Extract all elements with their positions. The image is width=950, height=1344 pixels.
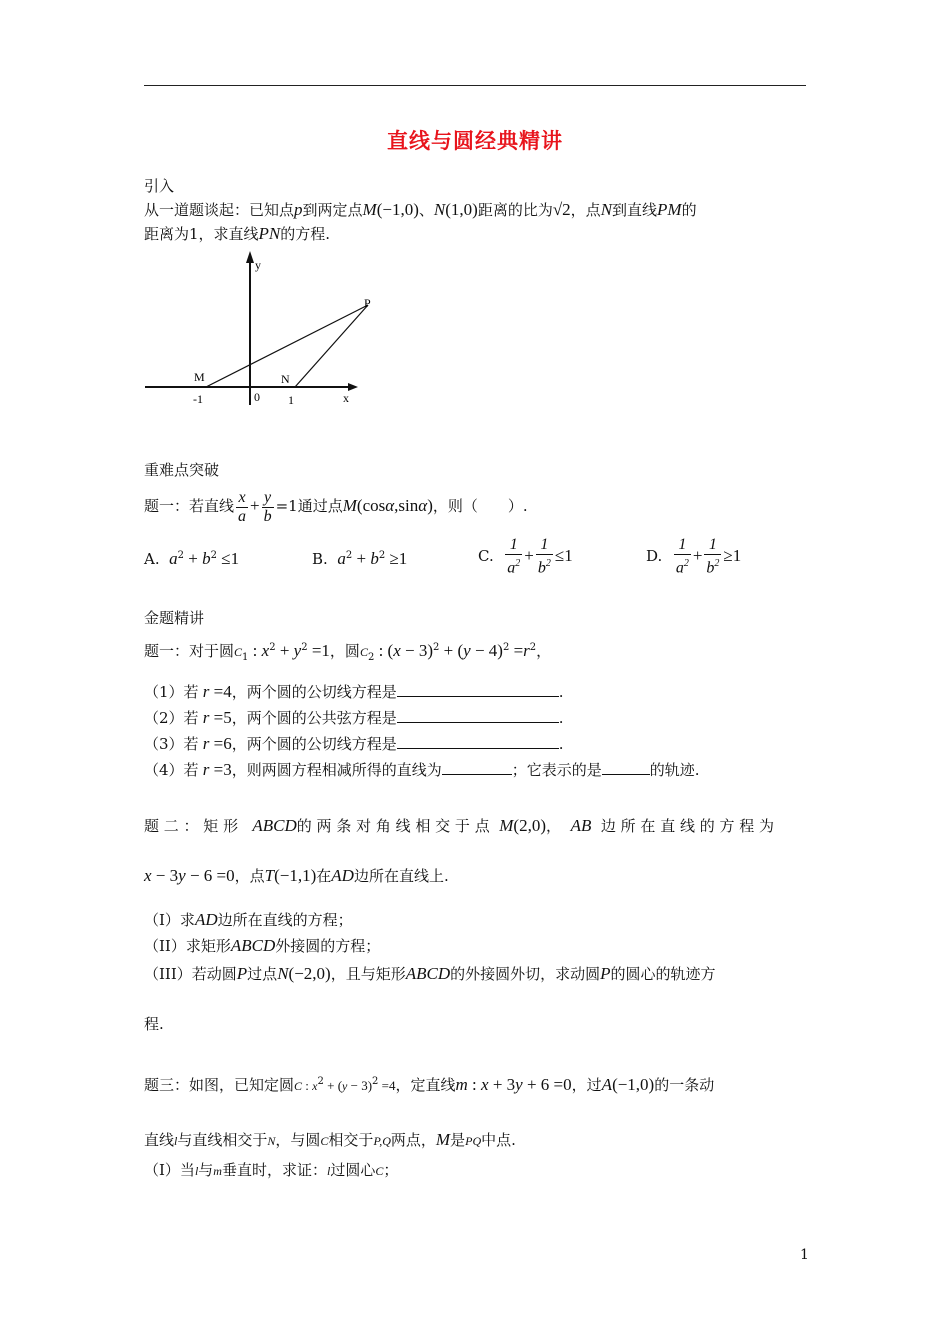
section1-question: 题一：若直线 $\frac{x}{a}$ + $\frac{y}{b}$ =1通过点M(cosα,sinα)，则（ ）. bbox=[144, 488, 528, 525]
x-label: x bbox=[343, 391, 349, 405]
sub-question-4: （4）若 r =3，则两圆方程相减所得的直线为 ；它表示的是 的轨迹. bbox=[144, 760, 700, 779]
q2-part-iii-end: 程. bbox=[144, 1015, 164, 1033]
q2-line-1: 题 二 ： 矩 形 ABCD的 两 条 对 角 线 相 交 于 点 M(2,0)， AB 边 所 在 直 线 的 方 程 为 bbox=[144, 816, 775, 835]
p-label: P bbox=[364, 296, 371, 310]
option-a: A. $a^2 + b^2 \le 1$ bbox=[144, 549, 240, 568]
intro-line-2: 距离为1，求直线PN的方程. bbox=[144, 224, 331, 243]
sub-question-1: （1）若 r =4，两个圆的公切线方程是 . bbox=[144, 682, 564, 701]
page-title: 直线与圆经典精讲 bbox=[387, 129, 563, 153]
option-b: B. $a^2 + b^2 \ge 1$ bbox=[312, 549, 408, 568]
intro-heading: 引入 bbox=[144, 177, 175, 195]
y-label: y bbox=[255, 258, 261, 272]
n-label: N bbox=[281, 372, 290, 386]
option-c: C. $\frac{1}{a^2}$ + $\frac{1}{b^2}$ ≤1 bbox=[478, 536, 573, 577]
tick-0: 0 bbox=[254, 390, 260, 404]
coordinate-figure bbox=[140, 245, 380, 415]
m-label: M bbox=[194, 370, 205, 384]
tick-minus-1: -1 bbox=[193, 392, 203, 406]
intro-line-1: 从一道题谈起：已知点p到两定点M(−1,0)、N(1,0)距离的比为√2，点N到直线PM的 bbox=[144, 200, 697, 219]
q3-line-2: 直线l与直线相交于N，与圆C相交于P,Q两点，M是PQ中点. bbox=[144, 1130, 516, 1149]
x-axis-arrow bbox=[348, 383, 358, 391]
header-rule bbox=[144, 85, 806, 86]
section2-question-1: 题一：对于圆$C_1$ : $x^2 + y^2 =1$，圆$C_2$ : $(x - 3)^2 + (y - 4)^2 =r^2$， bbox=[144, 641, 552, 663]
sub-question-2: （2）若 r =5，两个圆的公共弦方程是 . bbox=[144, 708, 564, 727]
q2-line-2: x − 3y − 6 =0，点T(−1,1)在AD边所在直线上. bbox=[144, 866, 449, 885]
q2-part-iii: （III）若动圆P过点N(−2,0)，且与矩形ABCD的外接圆外切，求动圆P的圆心的轨迹方 bbox=[144, 964, 716, 983]
section-heading-breakthrough: 重难点突破 bbox=[144, 461, 220, 479]
y-axis-arrow bbox=[246, 251, 254, 263]
q3-part-i: （Ⅰ）当l与m垂直时，求证：l过圆心C； bbox=[144, 1161, 399, 1179]
section-heading-golden: 金题精讲 bbox=[144, 609, 205, 627]
q2-part-i: （I）求AD边所在直线的方程； bbox=[144, 910, 353, 929]
tick-1: 1 bbox=[288, 393, 294, 407]
q3-line-1: 题三：如图，已知定圆C : $x^2 + (y - 3)^2 =4$，定直线m : x + 3y + 6 =0，过A(−1,0)的一条动 bbox=[144, 1075, 715, 1094]
page-number: 1 bbox=[800, 1247, 809, 1263]
option-d: D. $\frac{1}{a^2}$ + $\frac{1}{b^2}$ ≥1 bbox=[646, 536, 742, 577]
q2-part-ii: （II）求矩形ABCD外接圆的方程； bbox=[144, 936, 381, 955]
line-np bbox=[295, 305, 368, 387]
sub-question-3: （3）若 r =6，两个圆的公切线方程是 . bbox=[144, 734, 564, 753]
